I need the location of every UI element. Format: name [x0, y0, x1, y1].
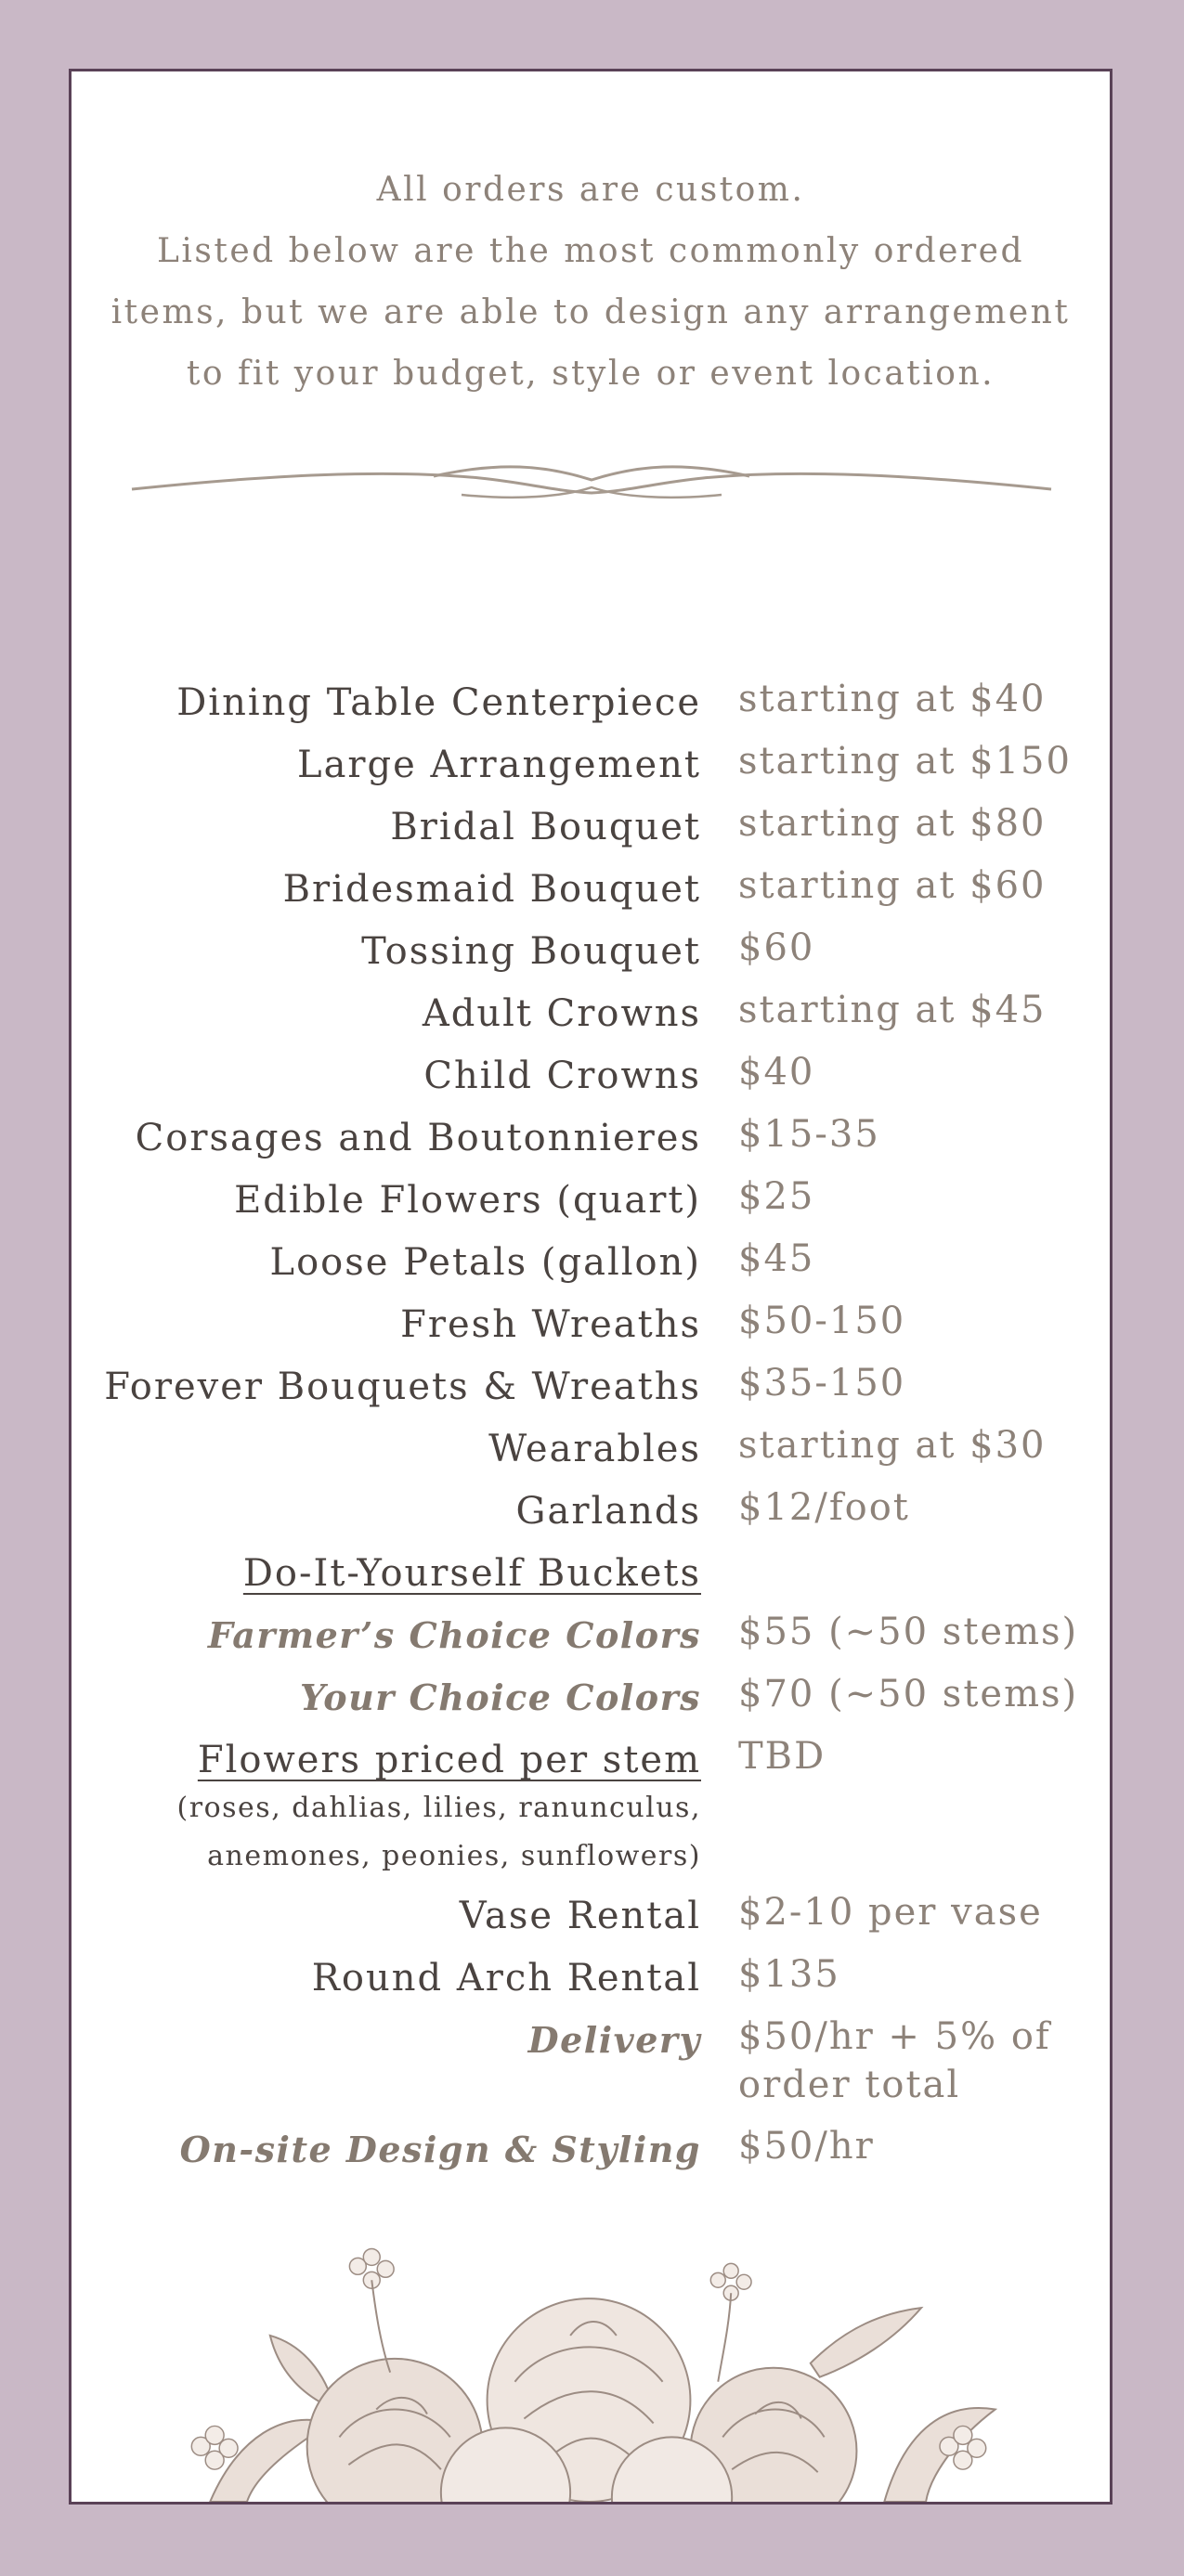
item-price: starting at $45: [738, 989, 1047, 1031]
item-price: $25: [738, 1175, 815, 1218]
note-line: anemones, peonies, sunflowers): [207, 1840, 701, 1872]
item-label: Wearables: [488, 1428, 701, 1470]
price-row: [72, 1110, 1110, 1172]
item-label: Fresh Wreaths: [400, 1303, 701, 1346]
item-price: $15-35: [738, 1113, 880, 1156]
price-row: [72, 1950, 1110, 2013]
intro-line: to fit your budget, style or event location.: [186, 355, 995, 393]
item-price: $55 (~50 stems): [738, 1611, 1079, 1653]
peony-bouquet-illustration: [72, 2223, 1110, 2502]
item-label: Edible Flowers (quart): [234, 1179, 701, 1222]
item-label: Corsages and Boutonnieres: [135, 1117, 701, 1159]
item-label: Farmer’s Choice Colors: [207, 1614, 701, 1656]
item-label: Adult Crowns: [422, 992, 701, 1035]
item-label: Tossing Bouquet: [361, 930, 701, 973]
item-label: Round Arch Rental: [311, 1957, 701, 2000]
flower-types-note: [177, 1784, 701, 1881]
intro-line: All orders are custom.: [376, 171, 805, 209]
section-heading-row: [72, 1546, 1110, 1608]
price-row: [72, 1297, 1110, 1359]
price-row: [72, 1172, 1110, 1235]
item-price: $35-150: [738, 1362, 906, 1405]
price-list-card: [69, 69, 1112, 2505]
item-label: On-site Design & Styling: [179, 2129, 701, 2170]
item-label: Large Arrangement: [297, 744, 701, 786]
price-row: [72, 1359, 1110, 1421]
price-row: [72, 675, 1110, 737]
item-label: Loose Petals (gallon): [269, 1241, 701, 1284]
price-row: [72, 1732, 1110, 1888]
item-label: Child Crowns: [423, 1055, 701, 1097]
item-price: $60: [738, 926, 815, 969]
item-label: Bridesmaid Bouquet: [282, 868, 701, 911]
price-row: [72, 924, 1110, 986]
item-label: Forever Bouquets & Wreaths: [104, 1366, 701, 1408]
price-list: [72, 675, 1110, 2184]
item-price: $50/hr + 5% of order total: [738, 2015, 1051, 2106]
item-price: starting at $60: [738, 864, 1047, 907]
intro-line: Listed below are the most commonly ordered: [156, 232, 1025, 270]
item-price: $40: [738, 1051, 815, 1094]
price-row: [72, 1888, 1110, 1950]
price-row: [72, 1483, 1110, 1546]
price-row: [72, 1670, 1110, 1732]
item-price: $50/hr: [738, 2125, 875, 2168]
item-label: Dining Table Centerpiece: [176, 681, 701, 724]
item-price: $135: [738, 1953, 840, 1996]
flourish-divider-icon: [127, 452, 1056, 508]
price-row: [72, 986, 1110, 1048]
item-price: $2-10 per vase: [738, 1891, 1043, 1934]
price-row: [72, 861, 1110, 924]
price-row: [72, 2013, 1110, 2122]
item-label: Your Choice Colors: [299, 1676, 701, 1718]
item-price: $45: [738, 1237, 815, 1280]
price-row: [72, 1421, 1110, 1483]
item-price: starting at $150: [738, 740, 1072, 783]
price-row: [72, 1048, 1110, 1110]
item-price: starting at $40: [738, 678, 1047, 720]
intro-text: [72, 160, 1110, 405]
item-price: $12/foot: [738, 1486, 910, 1529]
diy-buckets-heading: Do-It-Yourself Buckets: [242, 1552, 701, 1595]
note-line: (roses, dahlias, lilies, ranunculus,: [176, 1792, 701, 1824]
item-price: starting at $80: [738, 802, 1047, 845]
price-row: [72, 1608, 1110, 1670]
item-price: $70 (~50 stems): [738, 1673, 1079, 1715]
price-row: [72, 1235, 1110, 1297]
price-row: [72, 799, 1110, 861]
item-label: Garlands: [515, 1490, 701, 1533]
price-row: [72, 737, 1110, 799]
item-label: Vase Rental: [459, 1895, 701, 1937]
price-row: [72, 2122, 1110, 2184]
item-price: starting at $30: [738, 1424, 1047, 1467]
item-price: TBD: [738, 1735, 826, 1778]
item-label: Delivery: [527, 2019, 701, 2061]
item-label: Bridal Bouquet: [390, 806, 701, 848]
intro-line: items, but we are able to design any arrangement: [111, 293, 1071, 331]
item-price: $50-150: [738, 1300, 906, 1342]
per-stem-heading: Flowers priced per stem: [197, 1739, 701, 1781]
